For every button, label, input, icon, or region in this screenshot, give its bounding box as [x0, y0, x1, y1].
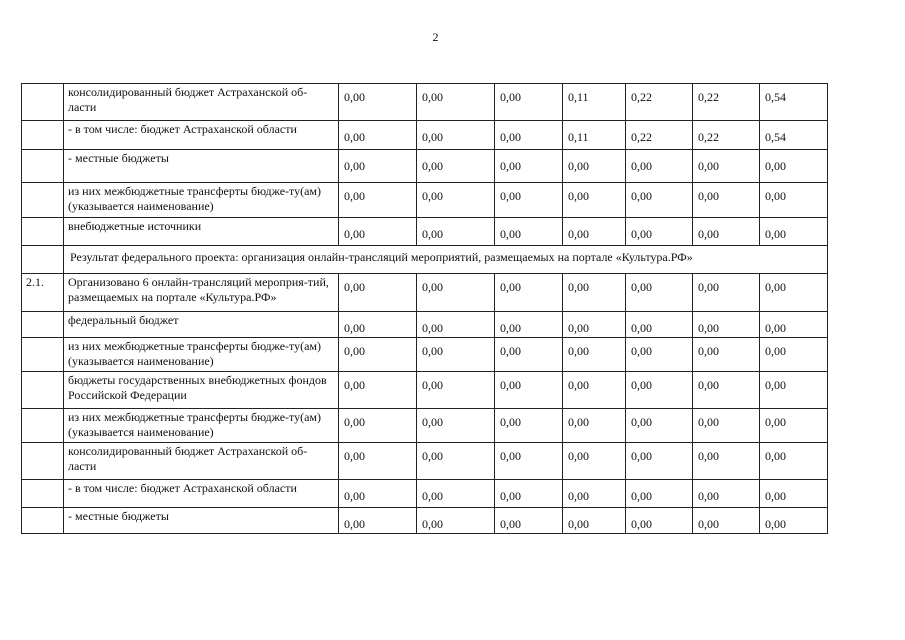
value-cell: 0,00: [693, 150, 760, 183]
value-cell: 0,00: [339, 218, 417, 246]
row-label-cell: из них межбюджетные трансферты бюдже-ту(ам) (указывается наименование): [64, 409, 339, 443]
table-row: [22, 84, 828, 121]
row-number-cell: [22, 84, 64, 121]
value-cell: 0,00: [417, 443, 495, 480]
value-cell: 0,00: [563, 150, 626, 183]
value-cell: 0,54: [760, 84, 828, 121]
value-cell: 0,00: [417, 409, 495, 443]
value-cell: 0,00: [693, 443, 760, 480]
row-number-cell: [22, 150, 64, 183]
value-cell: 0,00: [417, 121, 495, 150]
value-cell: 0,00: [495, 274, 563, 312]
value-cell: 0,00: [563, 372, 626, 409]
value-cell: 0,00: [626, 312, 693, 338]
row-number-cell: [22, 121, 64, 150]
value-cell: 0,00: [693, 338, 760, 372]
row-label-cell: из них межбюджетные трансферты бюдже-ту(ам) (указывается наименование): [64, 338, 339, 372]
table-row: [22, 312, 828, 338]
value-cell: 0,00: [626, 443, 693, 480]
page-number: 2: [432, 30, 439, 44]
value-cell: 0,00: [563, 338, 626, 372]
row-label-cell: Организовано 6 онлайн-трансляций мероприя-тий, размещаемых на портале «Культура.РФ»: [64, 274, 339, 312]
value-cell: 0,00: [495, 150, 563, 183]
value-cell: 0,00: [760, 443, 828, 480]
value-cell: 0,00: [417, 480, 495, 508]
value-cell: 0,00: [626, 508, 693, 534]
value-cell: 0,22: [693, 121, 760, 150]
value-cell: 0,00: [760, 183, 828, 218]
row-label-cell: консолидированный бюджет Астраханской об-ласти: [64, 84, 339, 121]
value-cell: 0,00: [417, 274, 495, 312]
row-number-cell: [22, 443, 64, 480]
value-cell: 0,00: [760, 409, 828, 443]
table-row: [22, 218, 828, 246]
value-cell: 0,22: [693, 84, 760, 121]
value-cell: 0,00: [339, 121, 417, 150]
value-cell: 0,00: [495, 183, 563, 218]
value-cell: 0,00: [417, 372, 495, 409]
value-cell: 0,00: [626, 274, 693, 312]
value-cell: 0,00: [760, 480, 828, 508]
value-cell: 0,00: [563, 274, 626, 312]
value-cell: 0,00: [339, 480, 417, 508]
value-cell: 0,00: [339, 274, 417, 312]
value-cell: 0,00: [495, 312, 563, 338]
value-cell: 0,00: [760, 508, 828, 534]
value-cell: 0,00: [760, 218, 828, 246]
value-cell: 0,00: [339, 84, 417, 121]
value-cell: 0,00: [563, 218, 626, 246]
table-row: [22, 338, 828, 372]
value-cell: 0,00: [563, 183, 626, 218]
value-cell: 0,11: [563, 121, 626, 150]
value-cell: 0,00: [495, 508, 563, 534]
value-cell: 0,00: [693, 218, 760, 246]
row-label-cell: - местные бюджеты: [64, 150, 339, 183]
value-cell: 0,00: [693, 480, 760, 508]
value-cell: 0,00: [563, 480, 626, 508]
value-cell: 0,00: [495, 84, 563, 121]
budget-table-body: [22, 84, 828, 534]
value-cell: 0,00: [760, 150, 828, 183]
table-row: [22, 508, 828, 534]
row-number-cell: [22, 338, 64, 372]
value-cell: 0,00: [563, 409, 626, 443]
table-row: [22, 443, 828, 480]
value-cell: 0,00: [563, 443, 626, 480]
row-label-cell: - в том числе: бюджет Астраханской области: [64, 121, 339, 150]
section-row: [22, 246, 828, 274]
row-label-cell: консолидированный бюджет Астраханской об-ласти: [64, 443, 339, 480]
row-label-cell: федеральный бюджет: [64, 312, 339, 338]
row-number-cell: [22, 508, 64, 534]
value-cell: 0,00: [563, 312, 626, 338]
value-cell: 0,22: [626, 84, 693, 121]
row-label-cell: из них межбюджетные трансферты бюдже-ту(ам) (указывается наименование): [64, 183, 339, 218]
section-heading-cell: Результат федерального проекта: организация онлайн-трансляций мероприятий, размещаемых на портале «Культура.РФ»: [64, 246, 828, 274]
table-row: [22, 150, 828, 183]
row-number-cell: [22, 183, 64, 218]
value-cell: 0,00: [417, 183, 495, 218]
value-cell: 0,00: [626, 372, 693, 409]
value-cell: 0,00: [693, 409, 760, 443]
value-cell: 0,00: [417, 508, 495, 534]
value-cell: 0,00: [339, 183, 417, 218]
value-cell: 0,00: [626, 409, 693, 443]
value-cell: 0,00: [339, 312, 417, 338]
value-cell: 0,00: [495, 372, 563, 409]
value-cell: 0,00: [693, 274, 760, 312]
value-cell: 0,00: [495, 338, 563, 372]
value-cell: 0,00: [693, 183, 760, 218]
value-cell: 0,00: [626, 480, 693, 508]
value-cell: 0,00: [760, 372, 828, 409]
table-row: [22, 183, 828, 218]
value-cell: 0,00: [417, 84, 495, 121]
row-label-cell: внебюджетные источники: [64, 218, 339, 246]
value-cell: 0,00: [626, 218, 693, 246]
value-cell: 0,00: [339, 372, 417, 409]
row-label-cell: - местные бюджеты: [64, 508, 339, 534]
value-cell: 0,00: [417, 150, 495, 183]
value-cell: 0,00: [693, 508, 760, 534]
value-cell: 0,00: [495, 121, 563, 150]
value-cell: 0,00: [495, 409, 563, 443]
value-cell: 0,22: [626, 121, 693, 150]
value-cell: 0,54: [760, 121, 828, 150]
value-cell: 0,00: [760, 338, 828, 372]
value-cell: 0,00: [693, 372, 760, 409]
value-cell: 0,00: [760, 274, 828, 312]
value-cell: 0,00: [339, 443, 417, 480]
row-number-cell: [22, 372, 64, 409]
value-cell: 0,00: [626, 150, 693, 183]
value-cell: 0,00: [626, 183, 693, 218]
value-cell: 0,00: [417, 218, 495, 246]
value-cell: 0,00: [495, 443, 563, 480]
table-row: [22, 121, 828, 150]
value-cell: 0,00: [339, 338, 417, 372]
value-cell: 0,00: [495, 480, 563, 508]
value-cell: 0,00: [417, 312, 495, 338]
row-number-cell: [22, 218, 64, 246]
value-cell: 0,11: [563, 84, 626, 121]
row-label-cell: - в том числе: бюджет Астраханской области: [64, 480, 339, 508]
row-number-cell: [22, 480, 64, 508]
value-cell: 0,00: [495, 218, 563, 246]
row-number-cell: [22, 312, 64, 338]
value-cell: 0,00: [563, 508, 626, 534]
value-cell: 0,00: [626, 338, 693, 372]
table-row: [22, 372, 828, 409]
table-row: [22, 274, 828, 312]
row-label-cell: бюджеты государственных внебюджетных фондов Российской Федерации: [64, 372, 339, 409]
row-number-cell: [22, 246, 64, 274]
table-row: [22, 409, 828, 443]
value-cell: 0,00: [339, 409, 417, 443]
row-number-cell: [22, 409, 64, 443]
value-cell: 0,00: [339, 508, 417, 534]
row-number-cell: 2.1.: [22, 274, 64, 312]
budget-table: [21, 83, 828, 534]
value-cell: 0,00: [339, 150, 417, 183]
value-cell: 0,00: [693, 312, 760, 338]
value-cell: 0,00: [760, 312, 828, 338]
value-cell: 0,00: [417, 338, 495, 372]
table-row: [22, 480, 828, 508]
